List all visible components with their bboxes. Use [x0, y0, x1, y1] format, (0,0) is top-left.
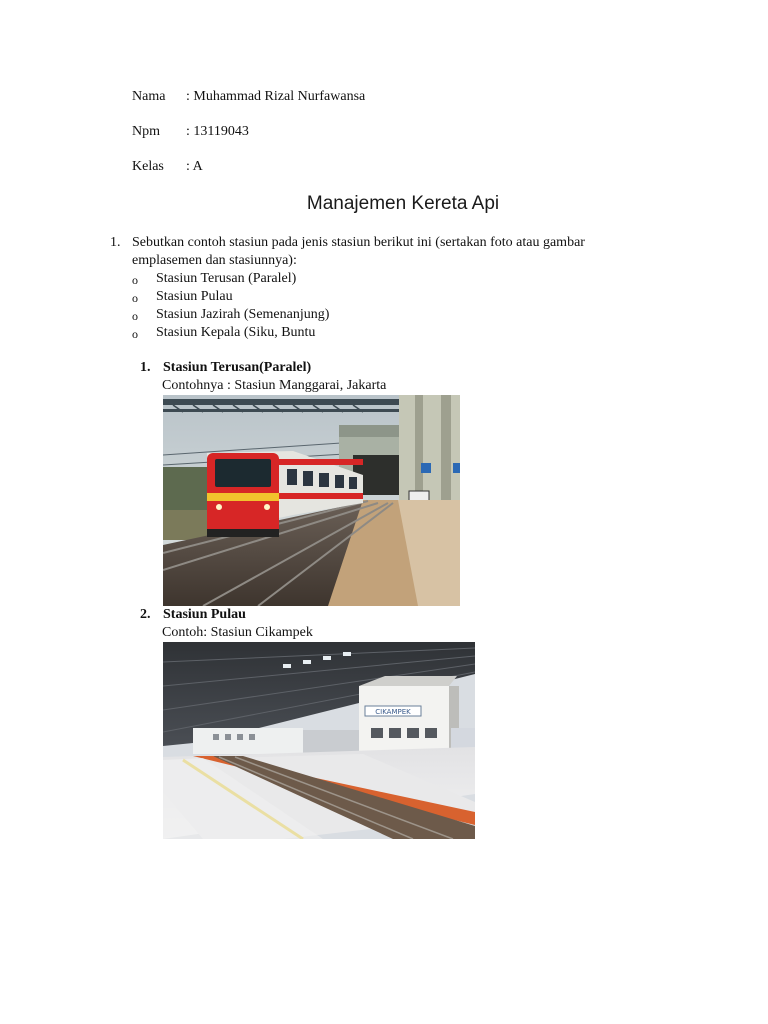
- list-item: Stasiun Terusan (Paralel): [156, 271, 297, 286]
- name-label: Nama: [132, 89, 166, 104]
- question-line-1: Sebutkan contoh stasiun pada jenis stasiun berikut ini (sertakan foto atau gambar: [132, 235, 585, 250]
- class-label: Kelas: [132, 159, 164, 174]
- section-1-subtitle: Contohnya : Stasiun Manggarai, Jakarta: [162, 378, 387, 393]
- npm-label: Npm: [132, 124, 160, 139]
- list-item: Stasiun Jazirah (Semenanjung): [156, 307, 330, 322]
- cikampek-sign-text: CIKAMPEK: [375, 708, 411, 716]
- section-1-title: Stasiun Terusan(Paralel): [163, 360, 312, 375]
- question-line-2: emplasemen dan stasiunnya):: [132, 253, 297, 268]
- page-title: Manajemen Kereta Api: [306, 193, 500, 214]
- npm-value: : 13119043: [186, 124, 249, 139]
- section-1-number: 1.: [140, 360, 151, 375]
- name-value: : Muhammad Rizal Nurfawansa: [186, 89, 366, 104]
- list-item: Stasiun Kepala (Siku, Buntu: [156, 325, 316, 340]
- cikampek-station-photo: [163, 642, 475, 839]
- bullet-marker: o: [132, 291, 138, 305]
- bullet-marker: o: [132, 327, 138, 341]
- question-number: 1.: [110, 235, 121, 250]
- section-2-subtitle: Contoh: Stasiun Cikampek: [162, 625, 313, 640]
- list-item: Stasiun Pulau: [156, 289, 233, 304]
- class-value: : A: [186, 159, 203, 174]
- manggarai-station-photo: [163, 395, 460, 606]
- bullet-marker: o: [132, 273, 138, 287]
- bullet-marker: o: [132, 309, 138, 323]
- section-2-number: 2.: [140, 607, 151, 622]
- section-2-title: Stasiun Pulau: [163, 607, 246, 622]
